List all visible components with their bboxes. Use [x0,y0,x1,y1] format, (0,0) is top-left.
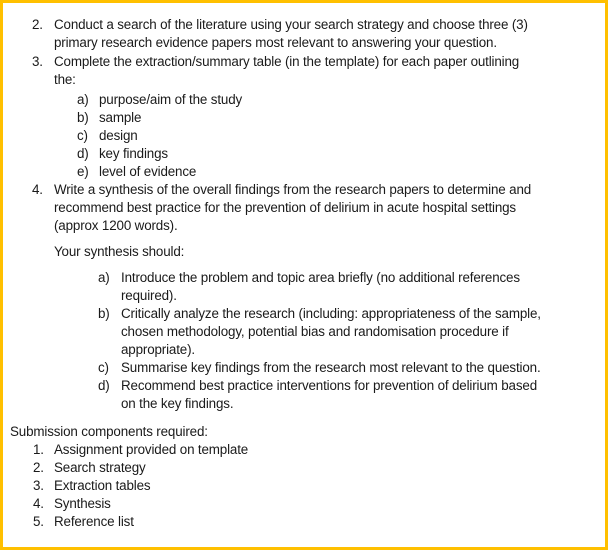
list-number: 5. [33,514,44,529]
sub-list-text: required). [121,288,177,303]
sub-list-text: sample [99,110,142,125]
sub-list-text: Critically analyze the research (including: appropriateness of the sample, [121,306,541,321]
list-item-text: (approx 1200 words). [54,218,178,233]
sub-list-text: Summarise key findings from the research most relevant to the question. [121,360,541,375]
sub-list-text: design [99,128,138,143]
list-number: 3. [32,54,43,69]
submission-item: Search strategy [54,460,146,475]
sub-list-text: appropriate). [121,342,195,357]
list-number: 1. [33,442,44,457]
list-number: 4. [32,182,43,197]
synthesis-intro: Your synthesis should: [54,244,185,259]
list-number: 3. [33,478,44,493]
sub-list-text: on the key findings. [121,396,234,411]
submission-item: Assignment provided on template [54,442,249,457]
sub-list-letter: b) [77,110,89,125]
submission-heading: Submission components required: [10,424,208,439]
sub-list-letter: a) [77,92,89,107]
list-item-text: Conduct a search of the literature using your search strategy and choose three (3) [54,17,528,32]
submission-item: Synthesis [54,496,111,511]
list-item-text: recommend best practice for the prevention of delirium in acute hospital settings [54,200,516,215]
list-number: 2. [33,460,44,475]
list-number: 4. [33,496,44,511]
sub-list-letter: d) [98,378,110,393]
sub-list-text: level of evidence [99,164,197,179]
list-item-text: the: [54,72,76,87]
list-number: 2. [32,17,43,32]
sub-list-letter: c) [77,128,88,143]
list-item-text: primary research evidence papers most relevant to answering your question. [54,35,497,50]
sub-list-letter: c) [98,360,109,375]
sub-list-letter: d) [77,146,89,161]
sub-list-letter: a) [98,270,110,285]
sub-list-text: key findings [99,146,168,161]
list-item-text: Complete the extraction/summary table (in the template) for each paper outlining [54,54,520,69]
sub-list-text: purpose/aim of the study [99,92,243,107]
sub-list-text: chosen methodology, potential bias and randomisation procedure if [121,324,509,339]
sub-list-text: Recommend best practice interventions for prevention of delirium based [121,378,537,393]
sub-list-text: Introduce the problem and topic area briefly (no additional references [121,270,520,285]
sub-list-letter: b) [98,306,110,321]
submission-item: Reference list [54,514,134,529]
list-item-text: Write a synthesis of the overall findings from the research papers to determine and [54,182,532,197]
sub-list-letter: e) [77,164,89,179]
submission-item: Extraction tables [54,478,151,493]
